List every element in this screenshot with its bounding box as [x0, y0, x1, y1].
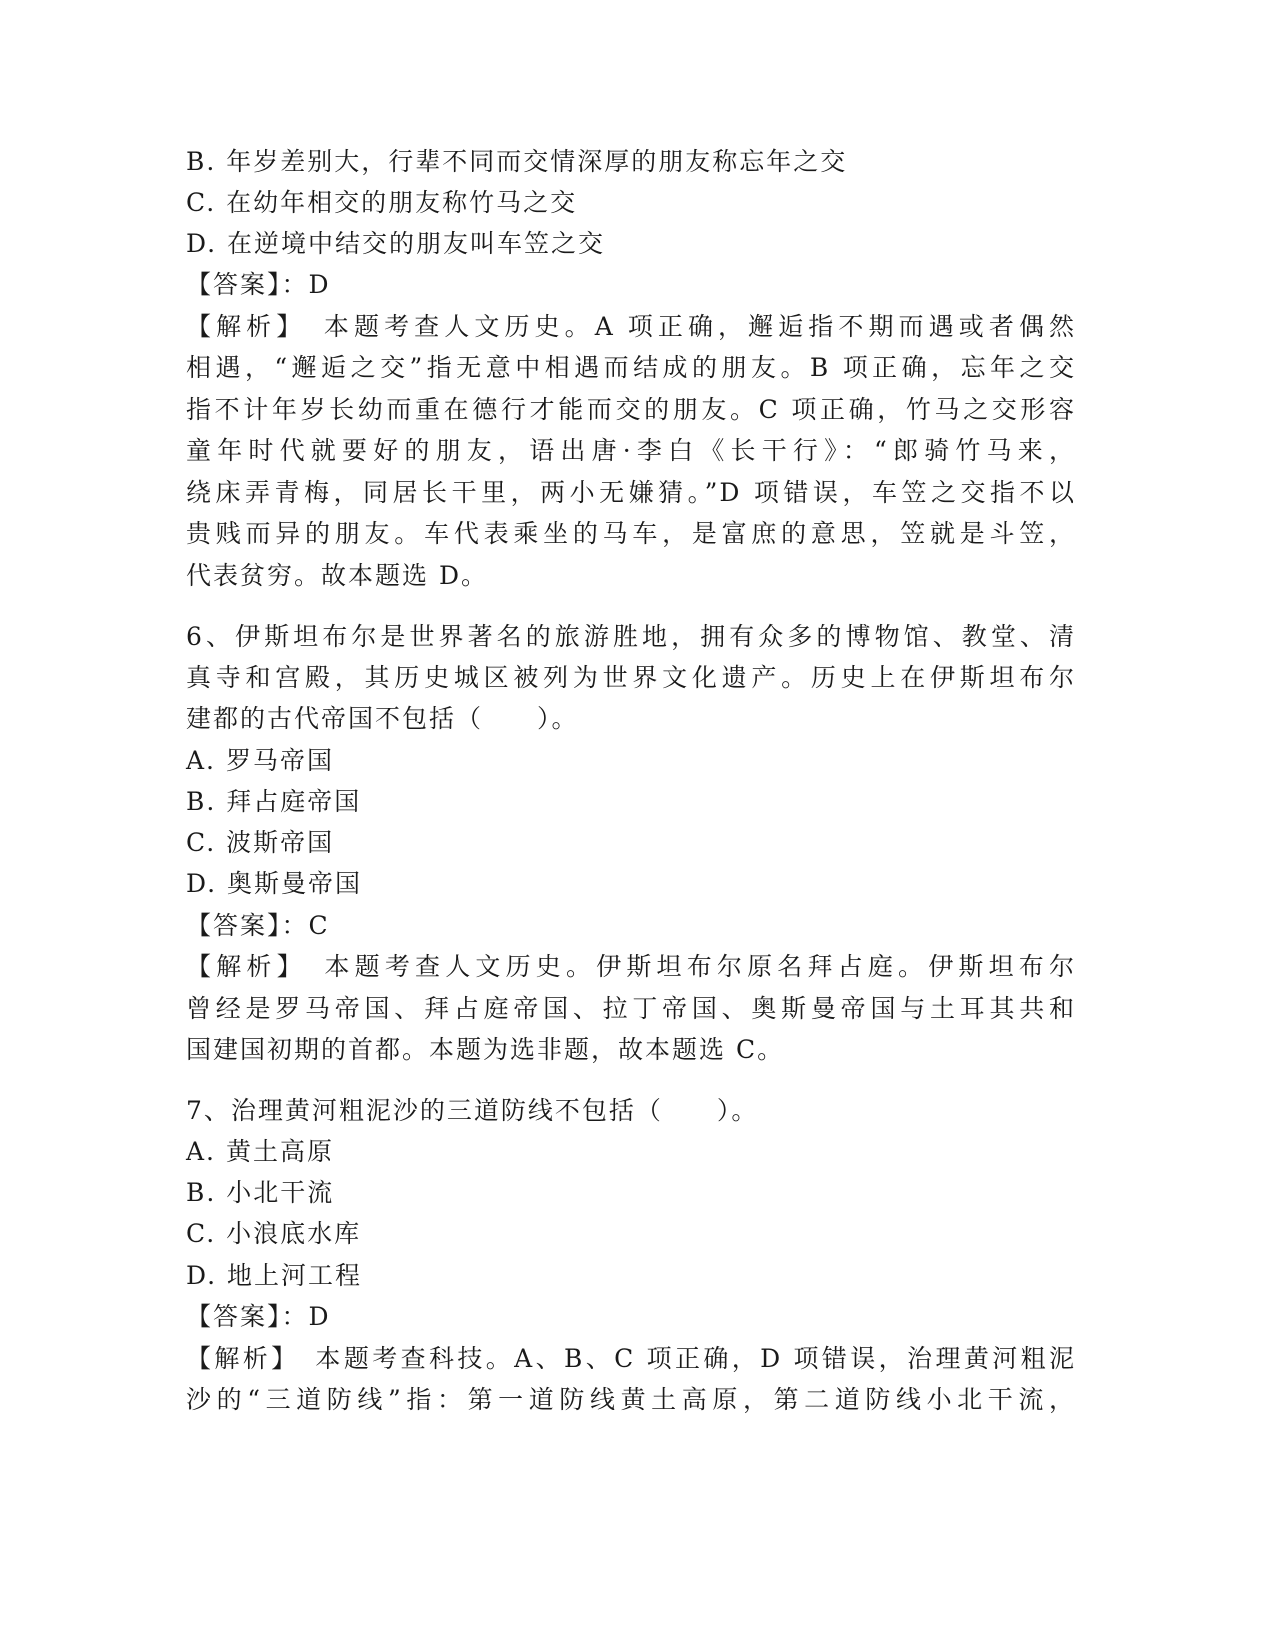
- option-b: B. 年岁差别大，行辈不同而交情深厚的朋友称忘年之交: [186, 147, 848, 176]
- analysis-line: 相遇，“邂逅之交”指无意中相遇而结成的朋友。B 项正确，忘年之交: [186, 353, 1076, 382]
- analysis-line: 代表贫穷。故本题选 D。: [186, 561, 488, 590]
- question-stem: 真寺和宫殿，其历史城区被列为世界文化遗产。历史上在伊斯坦布尔: [186, 663, 1076, 692]
- analysis-line: 【解析】 本题考查人文历史。A 项正确，邂逅指不期而遇或者偶然: [186, 312, 1076, 341]
- option-c: C. 波斯帝国: [186, 828, 335, 857]
- answer: 【答案】：D: [186, 270, 331, 299]
- analysis-line: 沙的“三道防线”指：第一道防线黄土高原，第二道防线小北干流，: [186, 1385, 1076, 1414]
- analysis-line: 曾经是罗马帝国、拜占庭帝国、拉丁帝国、奥斯曼帝国与土耳其共和: [186, 994, 1076, 1023]
- analysis-line: 【解析】 本题考查科技。A、B、C 项正确，D 项错误，治理黄河粗泥: [186, 1344, 1076, 1373]
- option-d: D. 在逆境中结交的朋友叫车笠之交: [186, 229, 606, 258]
- option-a: A. 罗马帝国: [186, 746, 334, 775]
- answer: 【答案】：D: [186, 1302, 331, 1331]
- analysis-line: 指不计年岁长幼而重在德行才能而交的朋友。C 项正确，竹马之交形容: [186, 395, 1076, 424]
- analysis-line: 贵贱而异的朋友。车代表乘坐的马车，是富庶的意思，笠就是斗笠，: [186, 519, 1076, 548]
- option-b: B. 小北干流: [186, 1178, 335, 1207]
- option-c: C. 在幼年相交的朋友称竹马之交: [186, 188, 578, 217]
- question-stem: 建都的古代帝国不包括（ ）。: [186, 704, 579, 733]
- option-c: C. 小浪底水库: [186, 1219, 362, 1248]
- option-d: D. 奥斯曼帝国: [186, 869, 363, 898]
- analysis-line: 童年时代就要好的朋友，语出唐·李白《长干行》：“郎骑竹马来，: [186, 436, 1076, 465]
- option-d: D. 地上河工程: [186, 1261, 363, 1290]
- question-stem: 6、伊斯坦布尔是世界著名的旅游胜地，拥有众多的博物馆、教堂、清: [186, 622, 1076, 651]
- question-stem: 7、治理黄河粗泥沙的三道防线不包括（ ）。: [186, 1096, 759, 1125]
- analysis-line: 【解析】 本题考查人文历史。伊斯坦布尔原名拜占庭。伊斯坦布尔: [186, 952, 1076, 981]
- analysis-line: 国建国初期的首都。本题为选非题，故本题选 C。: [186, 1035, 785, 1064]
- option-b: B. 拜占庭帝国: [186, 787, 362, 816]
- answer: 【答案】：C: [186, 911, 330, 940]
- option-a: A. 黄土高原: [186, 1137, 334, 1166]
- analysis-line: 绕床弄青梅，同居长干里，两小无嫌猜。”D 项错误，车笠之交指不以: [186, 478, 1076, 507]
